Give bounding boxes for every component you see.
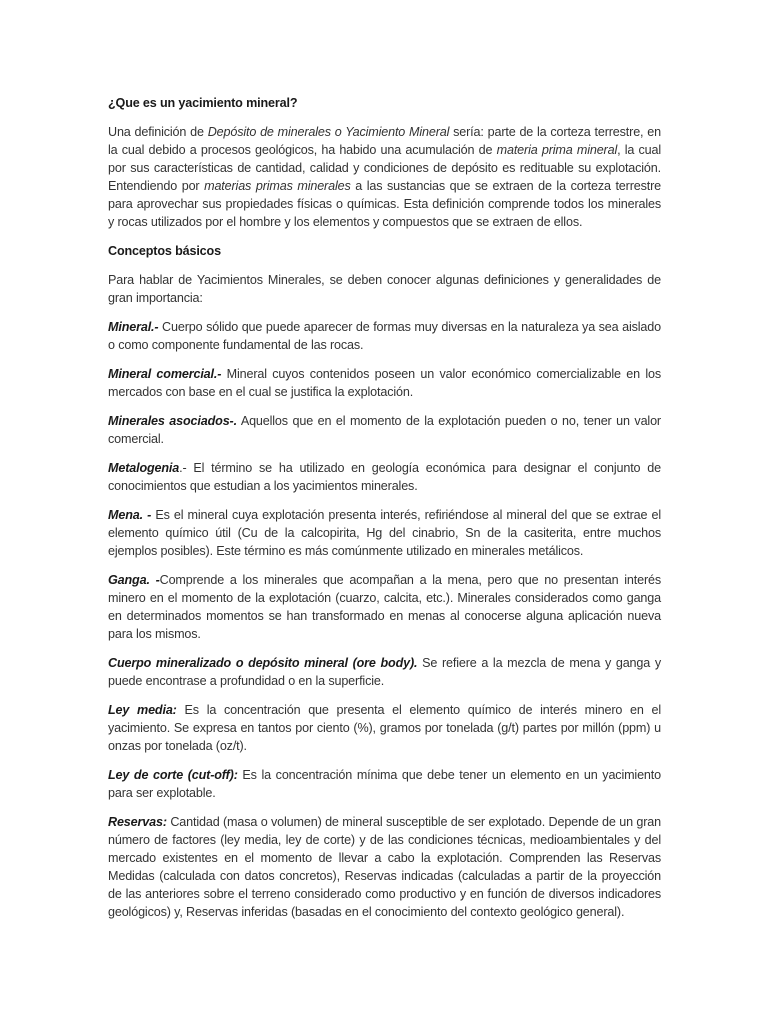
definition-term: Reservas: [108,815,167,829]
definition-term: Ganga. - [108,573,160,587]
intro-emphasis: materia prima mineral [496,143,618,157]
definition-text: .- El término se ha utilizado en geología económica para designar el conjunto de conocimientos que estudian a los yacimientos minerales. [108,461,661,493]
definition-text: Mineral cuyos contenidos poseen un valor económico comercializable en los mercados con base en el cual se justifica la explotación. [108,367,661,399]
definition-mineral-comercial [108,365,661,401]
definition-ley-de-corte [108,766,661,802]
intro-emphasis: Depósito de minerales o Yacimiento Mineral [207,125,450,139]
intro-paragraph [108,123,661,231]
section-heading: Conceptos básicos [108,244,221,258]
definition-text: Comprende a los minerales que acompañan a la mena, pero que no presentan interés minero en el momento de la explotación (cuarzo, calcita, etc.). Minerales considerados como ganga en determinados momentos se han transformado en menas al conocerse alguna aplicación nueva para los mismos. [108,573,661,641]
definition-text: Cuerpo sólido que puede aparecer de formas muy diversas en la naturaleza ya sea aislado o como componente fundamental de las rocas. [108,320,661,352]
definition-text: Se refiere a la mezcla de mena y ganga y puede encontrase a profundidad o en la superficie. [108,656,661,688]
intro-text: Una definición de [108,125,208,139]
definition-mineral [108,318,661,354]
page-title: ¿Que es un yacimiento mineral? [108,96,298,110]
definition-term: Ley media: [108,703,177,717]
definition-ley-media [108,701,661,755]
definition-term: Cuerpo mineralizado o depósito mineral (ore body). [108,656,418,670]
definition-minerales-asociados [108,412,661,448]
document-page [108,94,661,932]
definition-term: Minerales asociados-. [108,414,237,428]
definition-reservas [108,813,661,921]
section-intro: Para hablar de Yacimientos Minerales, se deben conocer algunas definiciones y generalidades de gran importancia: [108,273,661,305]
definition-mena [108,506,661,560]
definition-term: Mena. - [108,508,152,522]
intro-text: sería: parte de la corteza terrestre, en la cual debido a procesos geológicos, ha habido una acumulación de [108,125,661,157]
definition-term: Ley de corte (cut-off): [108,768,238,782]
definition-metalogenia [108,459,661,495]
intro-text: a las sustancias que se extraen de la corteza terrestre para aprovechar sus propiedades físicas o químicas. Esta definición comprende todos los minerales y rocas utilizados por el hombre y los elementos y compuestos que se extraen de ellos. [108,179,661,229]
definition-term: Mineral comercial.- [108,367,222,381]
definition-ganga [108,571,661,643]
intro-text: , la cual por sus características de cantidad, calidad y condiciones de depósito es redituable su explotación. Entendiendo por [108,143,661,193]
definition-term: Metalogenia [108,461,180,475]
definition-text: Es la concentración mínima que debe tener un elemento en un yacimiento para ser explotable. [108,768,661,800]
definition-text: Es la concentración que presenta el elemento químico de interés minero en el yacimiento. Se expresa en tantos por ciento (%), gramos por tonelada (g/t) partes por millón (ppm) u onzas por tonelada (oz/t). [108,703,662,753]
definition-cuerpo-mineralizado [108,654,661,690]
definition-text: Aquellos que en el momento de la explotación pueden o no, tener un valor comercial. [108,414,661,446]
definition-term: Mineral.- [108,320,159,334]
intro-emphasis: materias primas minerales [204,179,351,193]
definition-text: Es el mineral cuya explotación presenta interés, refiriéndose al mineral del que se extrae el elemento químico útil (Cu de la calcopirita, Hg del cinabrio, Sn de la casiterita, entre muchos ejemplos posibles). Este término es más comúnmente utilizado en minerales metálicos. [108,508,661,558]
definition-text: Cantidad (masa o volumen) de mineral susceptible de ser explotado. Depende de un gran número de factores (ley media, ley de corte) y de las condiciones técnicas, medioambientales y del mercado existentes en el momento de llevar a cabo la explotación. Comprenden las Reservas Medidas (calculada con datos concretos), Reservas indicadas (calculadas a partir de la proyección de las anteriores sobre el terreno considerado como productivo y en función de diversos indicadores geológicos) y, Reservas inferidas (basadas en el conocimiento del contexto geológico general). [108,815,661,919]
